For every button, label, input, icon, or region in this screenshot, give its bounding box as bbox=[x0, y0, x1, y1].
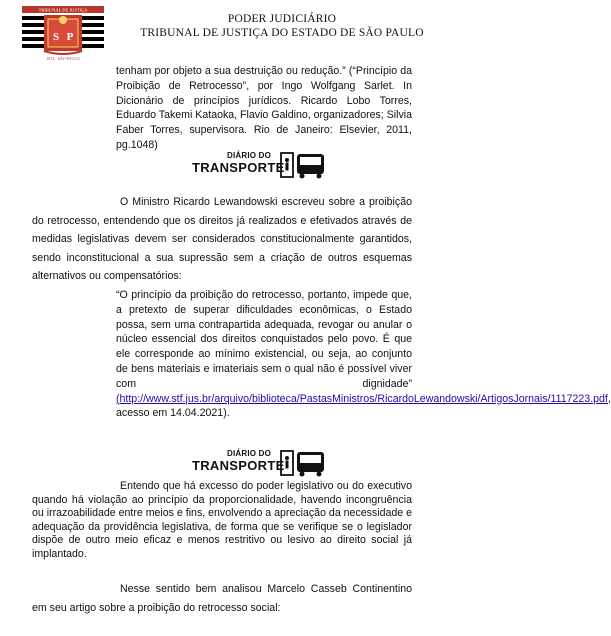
svg-text:S: S bbox=[52, 31, 60, 43]
paragraph-proportionality: Entendo que há excesso do poder legislativo ou do executivo quando há violação ao princípio da proporcionalidade, havendo incongruência ou irrazoabilidade entre meios e fins, envolvendo a apreciação da necessidade e adequação da providência legislativa, de forma que se verifique se o legislador dispõe de outro meio eficaz e menos restritivo ou lesivo ao direito social já implantado. bbox=[32, 480, 412, 560]
quote-2-text: “O princípio da proibição do retrocesso, portanto, impede que, a pretexto de superar dificuldades econômicas, o Estado possa, sem uma contrapartida adequada, revogar ou anular o núcleo essencial dos direitos conquistados pelo povo. É que ele corresponde ao mínimo existencial, ou seja, ao conjunto de bens materiais e imateriais sem o qual não é possível viver com dignidade” bbox=[116, 289, 412, 390]
svg-text:1874 · SÃO PAULO: 1874 · SÃO PAULO bbox=[46, 56, 80, 61]
quote-citation-2 bbox=[116, 288, 611, 421]
diario-do-transporte-watermark bbox=[192, 150, 326, 180]
page-header bbox=[0, 4, 439, 61]
paragraph-lewandowski: O Ministro Ricardo Lewandowski escreveu sobre a proibição do retrocesso, entendendo que os direitos já realizados e efetivados através de medidas legislativas devem ser considerados constitucionalmente garantidos, sendo inconstitucional a sua supressão sem a criação de outros esquemas alternativos ou compensatórios: bbox=[32, 196, 412, 283]
bus-stop-icon bbox=[280, 150, 326, 180]
svg-text:TRIBUNAL DE JUSTIÇA: TRIBUNAL DE JUSTIÇA bbox=[38, 7, 88, 13]
watermark-top-text: DIÁRIO DO bbox=[227, 151, 272, 160]
svg-text:P: P bbox=[66, 31, 74, 43]
court-seal-icon bbox=[22, 6, 104, 62]
court-line-1: PODER JUDICIÁRIO bbox=[227, 13, 337, 25]
stf-source-link[interactable]: (http://www.stf.jus.br/arquivo/biblioteca/PastasMinistros/RicardoLewandowski/ArtigosJornais/1117223.pdf bbox=[116, 392, 608, 405]
court-line-2: TRIBUNAL DE JUSTIÇA DO ESTADO DE SÃO PAULO bbox=[140, 27, 424, 39]
paragraph-continentino: Nesse sentido bem analisou Marcelo Casseb Continentino em seu artigo sobre a proibição do retrocesso social: bbox=[32, 583, 412, 614]
quote-2-access-date: , acesso em 14.04.2021). bbox=[116, 392, 611, 420]
watermark-top-text-2: DIÁRIO DO bbox=[227, 449, 272, 458]
court-name bbox=[132, 12, 432, 40]
court-seal-logo bbox=[22, 6, 104, 62]
bus-stop-icon-2 bbox=[280, 448, 326, 478]
watermark-main-text-2: TRANSPORTE bbox=[192, 458, 285, 473]
watermark-main-text: TRANSPORTE bbox=[192, 160, 285, 175]
diario-do-transporte-watermark-2 bbox=[192, 448, 326, 478]
quote-citation-1: tenham por objeto a sua destruição ou redução.” (“Princípio da Proibição de Retrocesso”, por Ingo Wolfgang Sarlet. In Dicionário de princípios jurídicos. Ricardo Lobo Torres, Eduardo Takemi Kataoka, Flavio Galdino, organizadores; Silvia Faber Torres, supervisora. Rio de Janeiro: Elsevier, 2011, pg.1048) bbox=[116, 65, 413, 151]
